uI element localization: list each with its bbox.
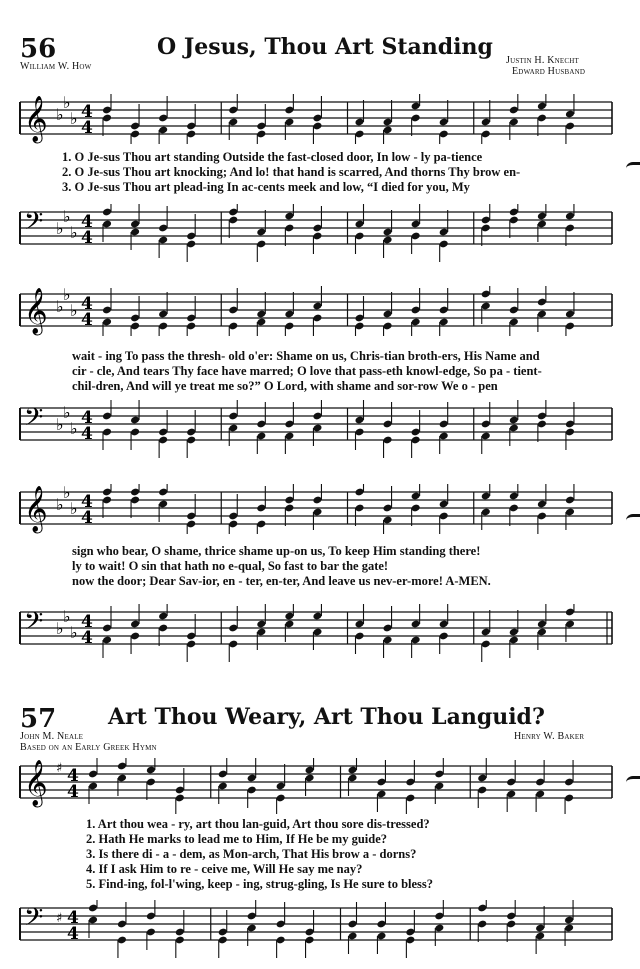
time-signature: 4 bbox=[81, 212, 93, 232]
time-signature: 4 bbox=[67, 766, 79, 786]
treble-staff bbox=[0, 484, 640, 534]
time-signature: 4 bbox=[81, 628, 93, 648]
lyric-line: 5. Find-ing, fol-l'wing, keep - ing, strug-gling, Is He sure to bless? bbox=[86, 877, 434, 891]
treble-staff bbox=[0, 286, 640, 336]
lyric-line: chil-dren, And will ye treat me so?” O Lord, with shame and sor-row We o - pen bbox=[72, 379, 498, 393]
hymn-title: O Jesus, Thou Art Standing bbox=[157, 34, 493, 60]
lyric-line: cir - cle, And tears Thy face have marred; O love that pass-eth knowl-edge, So pa - tient- bbox=[72, 364, 542, 378]
staff-lines bbox=[20, 766, 612, 798]
page-edge-mark bbox=[626, 162, 640, 175]
bass-clef-icon: 𝄢 bbox=[24, 207, 44, 242]
author-credit: John M. Neale bbox=[20, 731, 84, 742]
time-signature: 4 bbox=[81, 492, 93, 512]
lyric-line: sign who bear, O shame, thrice shame up-on us, To keep Him standing there! bbox=[72, 544, 481, 558]
composer-credit: Justin H. Knecht bbox=[506, 55, 579, 66]
flat-icon: ♭ bbox=[56, 105, 64, 124]
treble-clef-icon: 𝄞 bbox=[24, 96, 48, 142]
composer-credit: Edward Husband bbox=[512, 66, 586, 77]
flat-icon: ♭ bbox=[63, 207, 71, 226]
staff-lines bbox=[20, 908, 612, 940]
lyric-line: 1. Art thou wea - ry, art thou lan-guid, Art thou sore dis-tressed? bbox=[86, 817, 430, 831]
flat-icon: ♭ bbox=[63, 403, 71, 422]
flat-icon: ♭ bbox=[70, 223, 78, 242]
bass-staff bbox=[0, 604, 640, 666]
hymn-number: 56 bbox=[20, 34, 57, 64]
time-signature: 4 bbox=[81, 310, 93, 330]
lyric-line: 4. If I ask Him to re - ceive me, Will He say me nay? bbox=[86, 862, 363, 876]
flat-icon: ♭ bbox=[63, 484, 71, 502]
bass-clef-icon: 𝄢 bbox=[24, 403, 44, 438]
flat-icon: ♭ bbox=[56, 219, 64, 238]
flat-icon: ♭ bbox=[70, 419, 78, 438]
treble-staff bbox=[0, 94, 640, 144]
flat-icon: ♭ bbox=[56, 619, 64, 638]
lyric-line: 2. Hath He marks to lead me to Him, If He be my guide? bbox=[86, 832, 388, 846]
time-signature: 4 bbox=[81, 118, 93, 138]
treble-staff bbox=[0, 758, 640, 814]
treble-clef-icon: 𝄞 bbox=[24, 288, 48, 334]
bass-clef-icon: 𝄢 bbox=[24, 903, 44, 938]
treble-clef-icon: 𝄞 bbox=[24, 486, 48, 532]
author-credit: William W. How bbox=[20, 61, 92, 72]
page-edge-mark bbox=[626, 514, 640, 527]
bass-staff bbox=[0, 400, 640, 462]
flat-icon: ♭ bbox=[63, 286, 71, 304]
flat-icon: ♭ bbox=[56, 495, 64, 514]
sharp-icon: ♯ bbox=[56, 911, 63, 926]
flat-icon: ♭ bbox=[56, 297, 64, 316]
flat-icon: ♭ bbox=[70, 623, 78, 642]
flat-icon: ♭ bbox=[70, 301, 78, 320]
flat-icon: ♭ bbox=[70, 109, 78, 128]
bass-staff bbox=[0, 204, 640, 264]
lyric-line: 3. Is there di - a - dem, as Mon-arch, That His brow a - dorns? bbox=[86, 847, 417, 861]
time-signature: 4 bbox=[81, 408, 93, 428]
time-signature: 4 bbox=[67, 924, 79, 944]
time-signature: 4 bbox=[67, 782, 79, 802]
composer-credit: Henry W. Baker bbox=[514, 731, 585, 742]
lyric-line: wait - ing To pass the thresh- old o'er: Shame on us, Chris-tian broth-ers, His Name and bbox=[72, 349, 540, 363]
time-signature: 4 bbox=[81, 294, 93, 314]
flat-icon: ♭ bbox=[63, 94, 71, 112]
bass-staff bbox=[0, 900, 640, 962]
treble-clef-icon: 𝄞 bbox=[24, 760, 48, 806]
lyric-line: 1. O Je-sus Thou art standing Outside the fast-closed door, In low - ly pa-tience bbox=[62, 150, 483, 164]
bass-clef-icon: 𝄢 bbox=[24, 607, 44, 642]
source-credit: Based on an Early Greek Hymn bbox=[20, 742, 157, 753]
lyric-line: now the door; Dear Sav-ior, en - ter, en-ter, And leave us nev-er-more! A-MEN. bbox=[72, 574, 491, 588]
time-signature: 4 bbox=[81, 508, 93, 528]
time-signature: 4 bbox=[81, 228, 93, 248]
flat-icon: ♭ bbox=[70, 499, 78, 518]
time-signature: 4 bbox=[81, 102, 93, 122]
flat-icon: ♭ bbox=[56, 415, 64, 434]
time-signature: 4 bbox=[67, 908, 79, 928]
flat-icon: ♭ bbox=[63, 607, 71, 626]
hymn-number: 57 bbox=[20, 704, 57, 734]
lyric-line: 2. O Je-sus Thou art knocking; And lo! that hand is scarred, And thorns Thy brow en- bbox=[62, 165, 521, 179]
page-edge-mark bbox=[626, 776, 640, 789]
hymn-title: Art Thou Weary, Art Thou Languid? bbox=[108, 704, 545, 730]
lyric-line: ly to wait! O sin that hath no e-qual, So fast to bar the gate! bbox=[72, 559, 389, 573]
time-signature: 4 bbox=[81, 612, 93, 632]
time-signature: 4 bbox=[81, 424, 93, 444]
sharp-icon: ♯ bbox=[56, 761, 63, 776]
lyric-line: 3. O Je-sus Thou art plead-ing In ac-cents meek and low, “I died for you, My bbox=[62, 180, 470, 194]
